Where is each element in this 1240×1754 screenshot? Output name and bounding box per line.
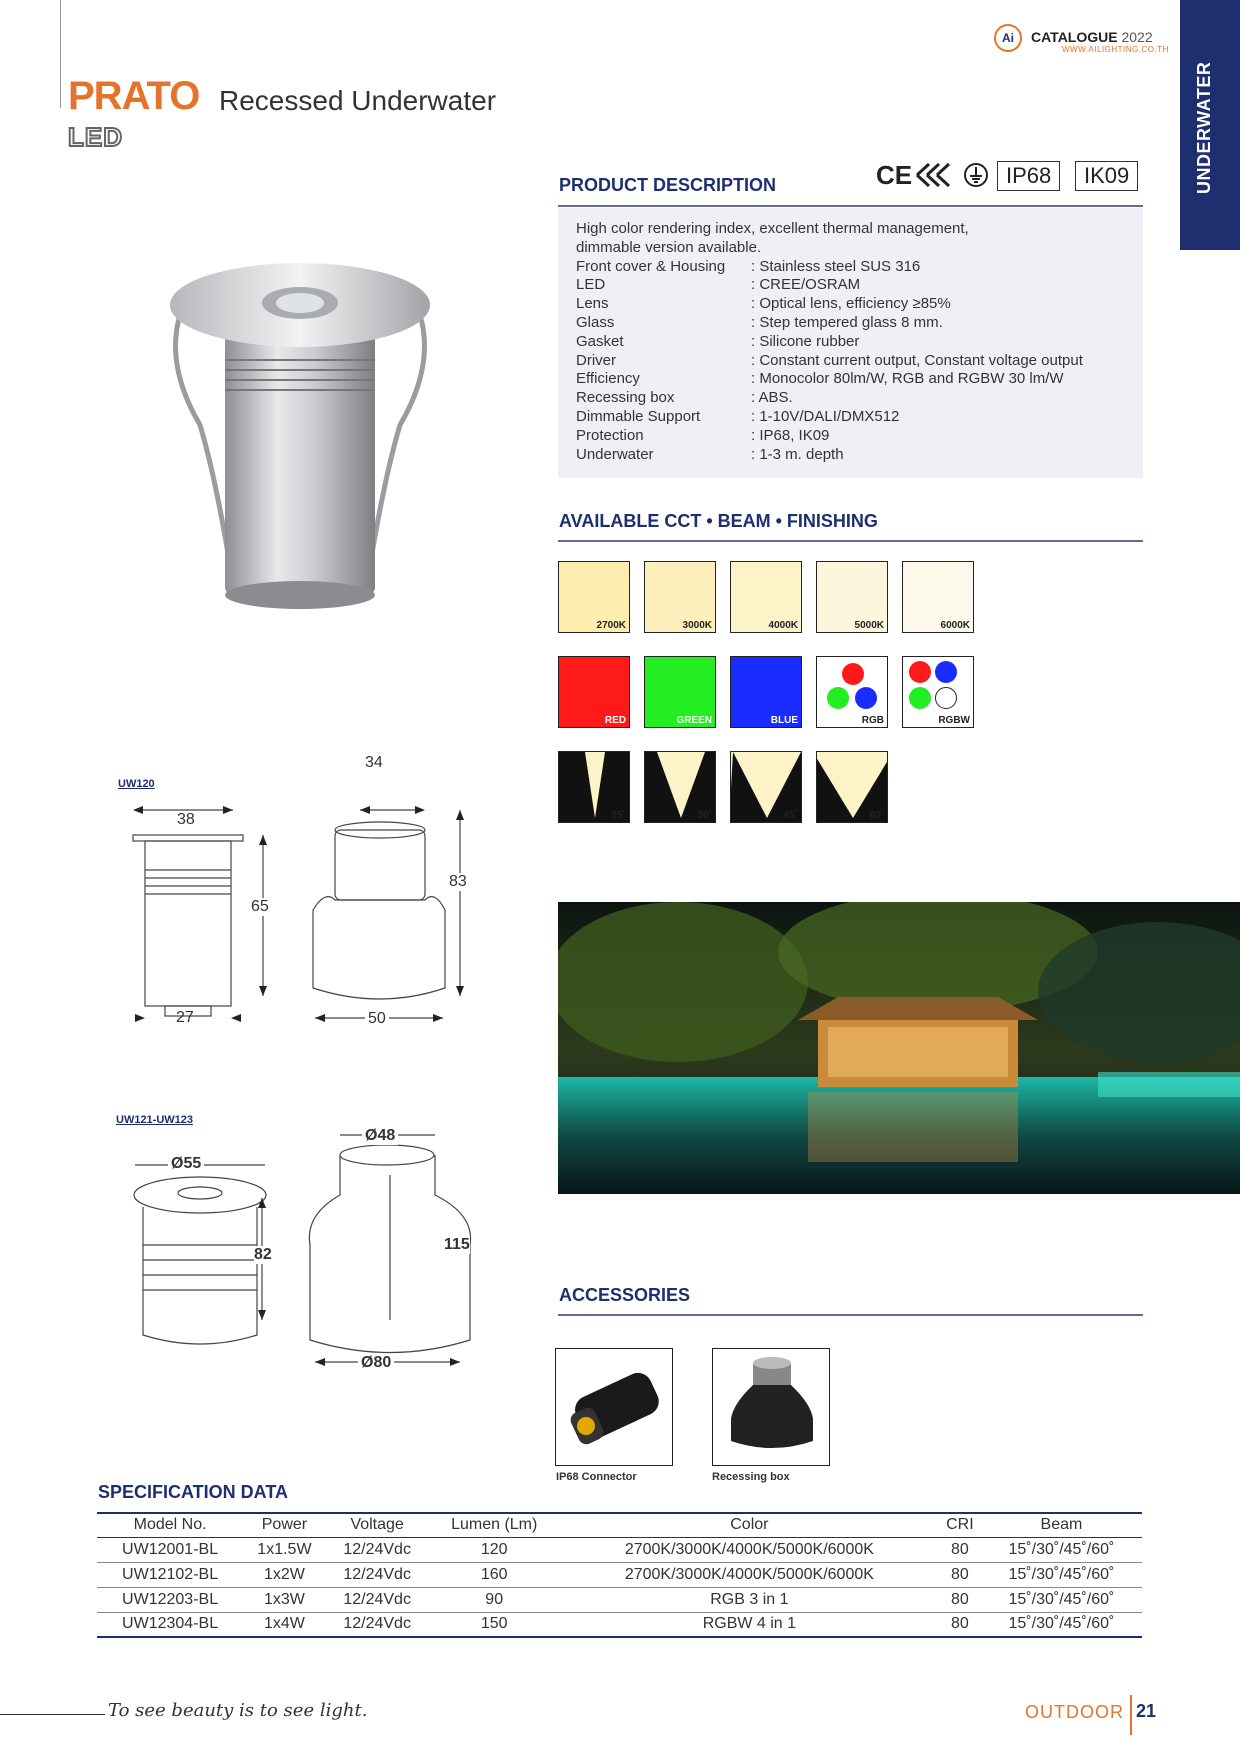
- ce-mark: CE: [876, 160, 913, 190]
- uw120-label: UW120: [118, 778, 155, 790]
- spec-line-key: Efficiency: [576, 370, 640, 388]
- spec-header-cell: Power: [243, 1513, 326, 1537]
- color-label: RGB: [861, 715, 884, 726]
- spec-line: [576, 352, 1125, 371]
- spec-line-key: Recessing box: [576, 389, 675, 407]
- spec-line-value: : Silicone rubber: [751, 332, 860, 350]
- uw121-box-top-dim: Ø48: [362, 1127, 398, 1145]
- accessory-connector: [555, 1348, 673, 1466]
- spec-line-value: : Constant current output, Constant voltage output: [751, 351, 1083, 369]
- spec-line-value: : ABS.: [751, 389, 793, 407]
- side-tab-label: UNDERWATER: [1194, 61, 1214, 194]
- color-swatch: [558, 656, 630, 728]
- beam-label: 30˚: [697, 810, 712, 821]
- description-title: PRODUCT DESCRIPTION: [559, 175, 777, 195]
- spec-line-key: LED: [576, 276, 606, 294]
- table-cell: UW12001-BL: [97, 1537, 243, 1562]
- table-cell: 12/24Vdc: [326, 1587, 429, 1612]
- product-subtitle: Recessed Underwater: [219, 85, 497, 116]
- spec-line-key: Driver: [576, 351, 616, 369]
- spec-line-value: : CREE/OSRAM: [751, 276, 861, 294]
- color-label: RGBW: [938, 715, 970, 726]
- ip68-badge: IP68: [997, 161, 1060, 191]
- catalogue-text: CATALOGUE: [1031, 29, 1118, 45]
- spec-line-value: : 1-3 m. depth: [751, 445, 844, 463]
- spec-line-key: Dimmable Support: [576, 407, 701, 425]
- page-number: 21: [1136, 1701, 1157, 1721]
- table-cell: 150: [429, 1612, 560, 1637]
- blue-dot: [855, 687, 877, 709]
- brand-logo: Ai: [994, 24, 1022, 52]
- ik09-badge: IK09: [1075, 161, 1138, 191]
- spec-line: [576, 370, 1125, 389]
- spec-line: [576, 446, 1125, 465]
- ground-icon: [963, 162, 989, 188]
- table-cell: 80: [939, 1612, 981, 1637]
- spec-table: [97, 1512, 1142, 1638]
- green-dot: [909, 687, 931, 709]
- cct-label: 2700K: [596, 620, 626, 631]
- table-cell: 80: [939, 1537, 981, 1562]
- beam-label: 45˚: [783, 810, 798, 821]
- spec-line-key: Gasket: [576, 332, 624, 350]
- spec-line-value: : Optical lens, efficiency ≥85%: [751, 295, 951, 313]
- table-cell: RGB 3 in 1: [560, 1587, 939, 1612]
- spec-line-value: : Stainless steel SUS 316: [751, 257, 921, 275]
- red-dot: [909, 661, 931, 683]
- red-dot: [842, 663, 864, 685]
- footer-section: OUTDOOR: [1025, 1702, 1124, 1722]
- scene-photo: [558, 902, 1240, 1194]
- spec-line-value: : IP68, IK09: [751, 426, 830, 444]
- catalogue-year: 2022: [1121, 29, 1153, 45]
- uw120-top-dim: 38: [174, 811, 198, 829]
- table-cell: UW12102-BL: [97, 1562, 243, 1587]
- footer-tagline: To see beauty is to see light.: [108, 1700, 368, 1721]
- description-intro: High color rendering index, excellent thermal management, dimmable version available.: [576, 220, 969, 256]
- website-link[interactable]: WWW.AILIGHTING.CO.TH: [1062, 45, 1169, 54]
- spec-line: [576, 295, 1125, 314]
- beam-label: 60˚: [869, 810, 884, 821]
- table-cell: 1x4W: [243, 1612, 326, 1637]
- beam-swatch: [644, 751, 716, 823]
- uw120-drawing: [125, 800, 475, 1040]
- cct-label: 6000K: [940, 620, 970, 631]
- spec-header-cell: Lumen (Lm): [429, 1513, 560, 1537]
- green-dot: [827, 687, 849, 709]
- spec-line-key: Front cover & Housing: [576, 257, 726, 275]
- cct-swatch: [558, 561, 630, 633]
- table-cell: 120: [429, 1537, 560, 1562]
- cct-swatch: [902, 561, 974, 633]
- uw120-bottom-dim: 27: [176, 1009, 194, 1026]
- spec-header-cell: Color: [560, 1513, 939, 1537]
- accessory-recessing-box-label: Recessing box: [712, 1471, 790, 1483]
- spec-line: [576, 276, 1125, 295]
- table-cell: 15˚/30˚/45˚/60˚: [981, 1562, 1142, 1587]
- options-rule: [558, 540, 1143, 542]
- color-label: RED: [604, 715, 626, 726]
- led-badge: LED: [68, 122, 123, 152]
- beam-swatch: [558, 751, 630, 823]
- table-cell: 12/24Vdc: [326, 1537, 429, 1562]
- accessories-title: ACCESSORIES: [559, 1285, 691, 1305]
- table-cell: 15˚/30˚/45˚/60˚: [981, 1537, 1142, 1562]
- spec-line: [576, 427, 1125, 446]
- uw121-top-dim: Ø55: [168, 1155, 204, 1173]
- beam-swatch: [816, 751, 888, 823]
- cct-swatch: [644, 561, 716, 633]
- side-tab: [1180, 0, 1240, 250]
- table-cell: 12/24Vdc: [326, 1562, 429, 1587]
- spec-body: [97, 1537, 1142, 1637]
- white-dot: [935, 687, 957, 709]
- spec-line-value: : Monocolor 80lm/W, RGB and RGBW 30 lm/W: [751, 370, 1064, 388]
- table-row: [97, 1562, 1142, 1587]
- uw121-box-height-dim: 115: [444, 1236, 470, 1253]
- color-swatch: [644, 656, 716, 728]
- color-swatch: [902, 656, 974, 728]
- table-cell: 12/24Vdc: [326, 1612, 429, 1637]
- spec-line: [576, 258, 1125, 277]
- table-cell: 160: [429, 1562, 560, 1587]
- cct-swatch: [816, 561, 888, 633]
- table-cell: 90: [429, 1587, 560, 1612]
- spec-line: [576, 314, 1125, 333]
- spec-header-cell: Voltage: [326, 1513, 429, 1537]
- product-image: [160, 255, 440, 615]
- spec-line: [576, 333, 1125, 352]
- beam-label: 15˚: [611, 810, 626, 821]
- spec-title: SPECIFICATION DATA: [98, 1482, 288, 1502]
- spec-line-key: Protection: [576, 426, 644, 444]
- spec-line: [576, 408, 1125, 427]
- table-cell: RGBW 4 in 1: [560, 1612, 939, 1637]
- uw120-box-height-dim: 83: [449, 873, 467, 890]
- table-cell: 2700K/3000K/4000K/5000K/6000K: [560, 1537, 939, 1562]
- accessory-connector-label: IP68 Connector: [556, 1471, 637, 1483]
- table-cell: 1x1.5W: [243, 1537, 326, 1562]
- uw121-height-dim: 82: [254, 1246, 272, 1263]
- catalogue-label: [1031, 29, 1153, 45]
- description-rule: [558, 205, 1143, 207]
- color-label: GREEN: [676, 715, 712, 726]
- spec-line-key: Underwater: [576, 445, 654, 463]
- table-row: [97, 1612, 1142, 1637]
- spec-header-cell: Model No.: [97, 1513, 243, 1537]
- accessories-rule: [558, 1314, 1143, 1316]
- spec-line-value: : Step tempered glass 8 mm.: [751, 313, 943, 331]
- spec-line-key: Glass: [576, 313, 615, 331]
- cct-label: 5000K: [854, 620, 884, 631]
- table-cell: 80: [939, 1587, 981, 1612]
- blue-dot: [935, 661, 957, 683]
- product-title: PRATO: [68, 74, 200, 118]
- spec-line: [576, 389, 1125, 408]
- color-swatch: [816, 656, 888, 728]
- table-cell: 80: [939, 1562, 981, 1587]
- uw120-box-bottom-dim: 50: [365, 1010, 389, 1028]
- color-swatch: [730, 656, 802, 728]
- options-title: AVAILABLE CCT • BEAM • FINISHING: [559, 511, 878, 531]
- description-rows: [576, 258, 1125, 465]
- accessory-recessing-box: [712, 1348, 830, 1466]
- footer-divider: [1130, 1695, 1132, 1735]
- recessing-box-image: [713, 1349, 831, 1467]
- uw120-height-dim: 65: [251, 898, 269, 915]
- cct-label: 3000K: [682, 620, 712, 631]
- table-row: [97, 1537, 1142, 1562]
- color-label: BLUE: [770, 715, 798, 726]
- uw121-box-bottom-dim: Ø80: [358, 1354, 394, 1372]
- table-cell: 2700K/3000K/4000K/5000K/6000K: [560, 1562, 939, 1587]
- footer-rule: [0, 1714, 105, 1715]
- spec-header-row: [97, 1513, 1142, 1537]
- table-cell: 15˚/30˚/45˚/60˚: [981, 1612, 1142, 1637]
- beam-swatch: [730, 751, 802, 823]
- table-cell: 1x2W: [243, 1562, 326, 1587]
- table-cell: 1x3W: [243, 1587, 326, 1612]
- table-cell: 15˚/30˚/45˚/60˚: [981, 1587, 1142, 1612]
- spec-header-cell: Beam: [981, 1513, 1142, 1537]
- table-cell: UW12203-BL: [97, 1587, 243, 1612]
- cct-swatch: [730, 561, 802, 633]
- spec-line-value: : 1-10V/DALI/DMX512: [751, 407, 900, 425]
- connector-image: [556, 1349, 674, 1467]
- cct-label: 4000K: [768, 620, 798, 631]
- header-divider: [60, 0, 61, 108]
- uw120-box-top-dim: 34: [362, 754, 386, 772]
- description-box: [558, 208, 1143, 478]
- uw121-label: UW121-UW123: [116, 1114, 194, 1126]
- spec-header-cell: CRI: [939, 1513, 981, 1537]
- table-row: [97, 1587, 1142, 1612]
- spec-line-key: Lens: [576, 295, 609, 313]
- table-cell: UW12304-BL: [97, 1612, 243, 1637]
- ukca-icon: [915, 162, 955, 188]
